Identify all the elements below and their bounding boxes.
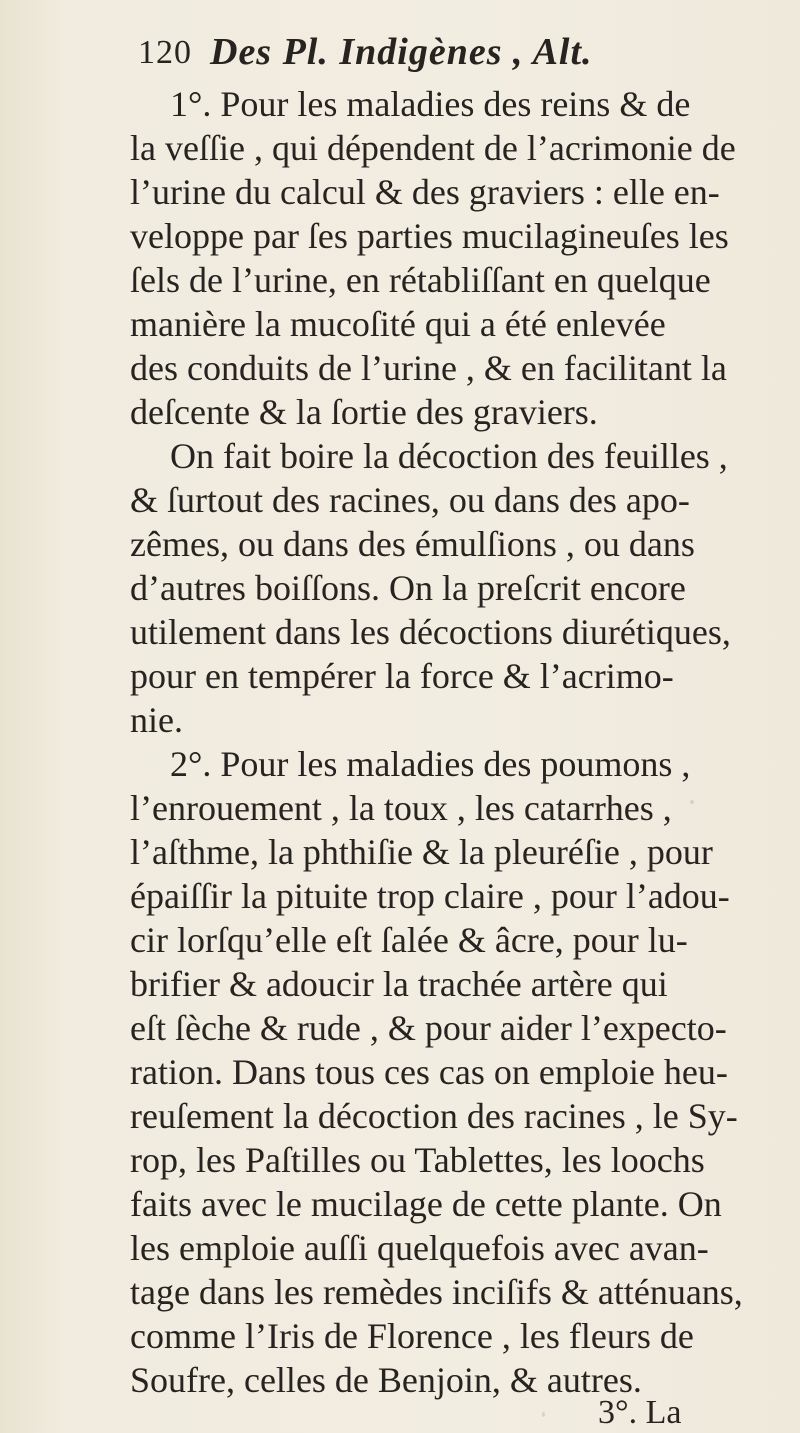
text-line: zêmes, ou dans des émulſions , ou dans (130, 524, 695, 564)
text-line: d’autres boiſſons. On la preſcrit encore (130, 568, 686, 608)
text-line: l’enrouement , la toux , les catarrhes , (130, 788, 672, 828)
text-line: les emploie auſſi quelquefois avec avan- (130, 1228, 709, 1268)
text-line: Soufre, celles de Benjoin, & autres. (130, 1360, 642, 1400)
text-line: On fait boire la décoction des feuilles , (170, 436, 728, 476)
text-line: épaiſſir la pituite trop claire , pour l’adou- (130, 876, 730, 916)
text-line: rop, les Paſtilles ou Tablettes, les loochs (130, 1140, 705, 1180)
text-line: pour en tempérer la force & l’acrimo- (130, 656, 674, 696)
text-line: veloppe par ſes parties mucilagineuſes les (130, 216, 729, 256)
text-line: la veſſie , qui dépendent de l’acrimonie de (130, 128, 736, 168)
text-line: brifier & adoucir la trachée artère qui (130, 964, 668, 1004)
text-line: manière la mucoſité qui a été enlevée (130, 304, 666, 344)
page-number: 120 (138, 34, 192, 71)
text-line: reuſement la décoction des racines , le Sy- (130, 1096, 738, 1136)
catchword: 3°. La (598, 1394, 682, 1431)
paper-speck (690, 800, 694, 804)
text-line: nie. (130, 700, 183, 740)
text-line: ration. Dans tous ces cas on emploie heu- (130, 1052, 728, 1092)
text-line: deſcente & la ſortie des graviers. (130, 392, 598, 432)
text-line: ſels de l’urine, en rétabliſſant en quelque (130, 260, 711, 300)
text-line: comme l’Iris de Florence , les fleurs de (130, 1316, 694, 1356)
text-line: utilement dans les décoctions diurétiques, (130, 612, 731, 652)
text-line: cir lorſqu’elle eſt ſalée & âcre, pour lu- (130, 920, 688, 960)
text-line: tage dans les remèdes inciſifs & atténuans, (130, 1272, 743, 1312)
text-line: l’aſthme, la phthiſie & la pleuréſie , pour (130, 832, 713, 872)
text-line: 2°. Pour les maladies des poumons , (170, 744, 691, 784)
text-line: l’urine du calcul & des graviers : elle en- (130, 172, 720, 212)
text-line: eſt ſèche & rude , & pour aider l’expecto- (130, 1008, 727, 1048)
text-line: faits avec le mucilage de cette plante. On (130, 1184, 722, 1224)
page-header (138, 26, 710, 76)
running-title: Des Pl. Indigènes , Alt. (210, 31, 593, 73)
text-line: des conduits de l’urine , & en facilitant la (130, 348, 727, 388)
text-line: 1°. Pour les maladies des reins & de (170, 84, 691, 124)
text-line: & ſurtout des racines, ou dans des apo- (130, 480, 690, 520)
paper-speck (542, 1412, 545, 1417)
